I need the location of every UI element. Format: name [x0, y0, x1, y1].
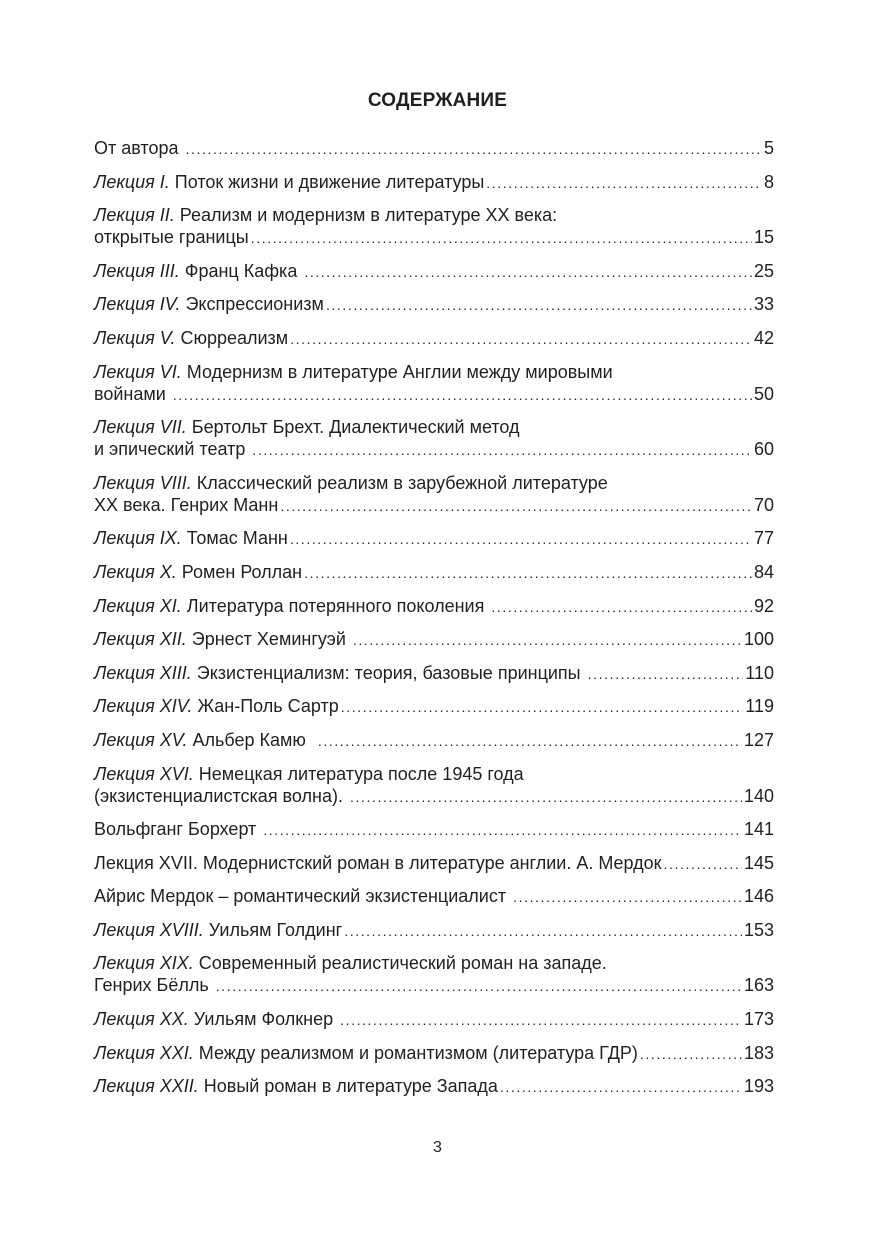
toc-entry-line [94, 785, 774, 808]
lecture-label: Лекция III. [94, 260, 180, 281]
toc-entry-text [94, 729, 316, 751]
toc-entry-line [94, 494, 774, 517]
toc-entry-title: Ромен Роллан [176, 561, 303, 582]
toc-entry-text [94, 595, 489, 617]
dot-leader [340, 1009, 742, 1031]
toc-entry-title: Уильям Фолкнер [188, 1009, 339, 1030]
lecture-label: Лекция IV. [94, 294, 181, 315]
lecture-label: Лекция X. [94, 561, 177, 582]
toc-entry-title: Айрис Мердок – романтический экзистенциалист [94, 886, 512, 907]
toc-entry-title: Экспрессионизм [180, 294, 324, 315]
toc-entry-text [94, 293, 324, 315]
lecture-label: Лекция XXII. [94, 1076, 199, 1097]
toc-entry-title: Уильям Голдинг [203, 919, 343, 940]
dot-leader [263, 819, 742, 841]
toc-entry-line [94, 628, 774, 651]
toc-entry-page: 77 [753, 528, 774, 549]
toc-entry-text [94, 327, 288, 349]
page-title: СОДЕРЖАНИЕ [367, 90, 508, 111]
dot-leader [290, 328, 752, 350]
toc-entry[interactable] [94, 729, 774, 752]
dot-leader [588, 663, 744, 685]
toc-entry[interactable] [94, 885, 774, 908]
toc-entry-line [94, 662, 774, 685]
toc-entry[interactable] [94, 763, 774, 808]
toc-entry-line [94, 919, 774, 942]
dot-leader [513, 886, 742, 908]
toc-entry[interactable] [94, 472, 774, 517]
toc-entry-page: 84 [753, 561, 774, 582]
toc-entry-title: Реализм и модернизм в литературе ХХ века: [174, 205, 558, 226]
toc-entry-title: войнами [94, 383, 171, 404]
toc-entry-text [94, 438, 250, 460]
toc-entry-line [94, 852, 774, 875]
toc-entry-title: ХХ века. Генрих Манн [94, 494, 279, 515]
toc-entry-line [94, 1042, 774, 1065]
toc-entry-text [94, 137, 184, 159]
toc-entry[interactable] [94, 527, 774, 550]
toc-entry-title: открытые границы [94, 227, 249, 248]
toc-entry-page: 163 [743, 975, 774, 996]
toc-entry[interactable] [94, 595, 774, 618]
lecture-label: Лекция XVI. [94, 763, 194, 784]
dot-leader [353, 629, 742, 651]
toc-entry[interactable] [94, 818, 774, 841]
toc-entry[interactable] [94, 293, 774, 316]
toc-entry-page: 140 [743, 785, 774, 806]
toc-entry[interactable] [94, 561, 774, 584]
toc-entry-page: 145 [743, 852, 774, 873]
toc-entry-line [94, 885, 774, 908]
dot-leader [640, 1043, 742, 1065]
lecture-label: Лекция XII. [94, 629, 187, 650]
toc-entry-page: 110 [745, 662, 774, 683]
table-of-contents [94, 137, 774, 1109]
lecture-label: Лекция XIX. [94, 953, 194, 974]
lecture-label: Лекция XV. [94, 729, 188, 750]
toc-entry-page: 8 [763, 171, 774, 192]
toc-entry-line [94, 260, 774, 283]
lecture-label: Лекция XX. [94, 1009, 189, 1030]
toc-entry-line [94, 293, 774, 316]
toc-entry-page: 173 [743, 1009, 774, 1030]
toc-entry-title: Модернизм в литературе Англии между мировыми [181, 361, 613, 382]
toc-entry-text [94, 260, 302, 282]
dot-leader [304, 261, 752, 283]
toc-entry-title-line [94, 952, 774, 974]
toc-entry-page: 42 [753, 327, 774, 348]
toc-entry-line [94, 438, 774, 461]
toc-entry-text [94, 171, 484, 193]
lecture-label: Лекция XXI. [94, 1042, 194, 1063]
toc-entry[interactable] [94, 919, 774, 942]
dot-leader [173, 384, 752, 406]
toc-entry-title: От автора [94, 138, 184, 158]
page-number: 3 [433, 1139, 442, 1156]
toc-entry-line [94, 137, 774, 160]
toc-entry[interactable] [94, 260, 774, 283]
dot-leader [290, 528, 752, 550]
toc-entry[interactable] [94, 1042, 774, 1065]
dot-leader [186, 138, 762, 160]
toc-entry-title: Альбер Камю [187, 729, 316, 750]
toc-entry[interactable] [94, 628, 774, 651]
toc-entry-line [94, 1075, 774, 1098]
toc-entry-text [94, 852, 662, 874]
toc-entry-line [94, 171, 774, 194]
dot-leader [216, 975, 742, 997]
toc-entry[interactable] [94, 1075, 774, 1098]
toc-entry[interactable] [94, 137, 774, 160]
toc-entry[interactable] [94, 416, 774, 461]
toc-entry-title: Франц Кафка [179, 260, 303, 281]
dot-leader [304, 562, 752, 584]
toc-entry-text [94, 527, 288, 549]
toc-entry-text [94, 919, 342, 941]
toc-entry-page: 25 [753, 260, 774, 281]
toc-entry-text [94, 785, 348, 807]
toc-entry-page: 92 [753, 595, 774, 616]
toc-entry[interactable] [94, 361, 774, 406]
lecture-label: Лекция I. [94, 171, 170, 192]
toc-entry-line [94, 561, 774, 584]
lecture-label: Лекция VII. [94, 417, 187, 438]
lecture-label: Лекция XIII. [94, 662, 192, 683]
toc-entry-text [94, 974, 214, 996]
toc-entry-title-line [94, 763, 774, 785]
toc-entry-title: Томас Манн [181, 528, 288, 549]
toc-entry-title-line [94, 204, 774, 226]
toc-entry-title: Бертольт Брехт. Диалектический метод [186, 417, 520, 438]
toc-entry-line [94, 695, 774, 718]
toc-entry-text [94, 695, 339, 717]
lecture-label: Лекция XI. [94, 595, 182, 616]
toc-entry-page: 100 [743, 629, 774, 650]
toc-entry[interactable] [94, 171, 774, 194]
toc-entry-text [94, 1042, 638, 1064]
dot-leader [280, 495, 752, 517]
lecture-label: Лекция VIII. [94, 472, 192, 493]
toc-entry[interactable] [94, 662, 774, 685]
toc-entry-title-line [94, 361, 774, 383]
toc-entry-page: 127 [743, 729, 774, 750]
lecture-label: Лекция V. [94, 327, 176, 348]
toc-entry-line [94, 527, 774, 550]
toc-entry-title: Литература потерянного поколения [181, 595, 490, 616]
toc-entry-title: и эпический театр [94, 439, 251, 460]
toc-entry[interactable] [94, 695, 774, 718]
dot-leader [318, 730, 742, 752]
lecture-label: Лекция II. [94, 205, 175, 226]
toc-entry-text [94, 1075, 498, 1097]
dot-leader [251, 227, 752, 249]
toc-entry-line [94, 974, 774, 997]
toc-entry-page: 60 [753, 439, 774, 460]
toc-entry[interactable] [94, 952, 774, 997]
toc-entry-title: Между реализмом и романтизмом (литература ГДР) [193, 1042, 638, 1063]
lecture-label: Лекция XIV. [94, 696, 193, 717]
lecture-label: Лекция VI. [94, 361, 182, 382]
dot-leader [341, 696, 744, 718]
toc-entry-page: 70 [753, 494, 774, 515]
toc-entry-title: Новый роман в литературе Запада [198, 1076, 498, 1097]
toc-entry-title-line [94, 416, 774, 438]
toc-entry-title: Экзистенциализм: теория, базовые принципы [191, 662, 586, 683]
toc-entry-title: Вольфганг Борхерт [94, 819, 262, 840]
dot-leader [491, 596, 752, 618]
toc-entry-title: Немецкая литература после 1945 года [193, 763, 524, 784]
dot-leader [326, 294, 752, 316]
toc-entry-text [94, 226, 249, 248]
toc-entry-title: Эрнест Хемингуэй [186, 629, 351, 650]
toc-entry-text [94, 1008, 338, 1030]
toc-entry[interactable] [94, 1008, 774, 1031]
toc-entry-text [94, 662, 586, 684]
toc-entry-page: 5 [763, 138, 774, 158]
toc-entry-page: 183 [743, 1042, 774, 1063]
toc-entry-page: 33 [753, 294, 774, 315]
toc-entry-title: Классический реализм в зарубежной литературе [191, 472, 608, 493]
toc-entry-line [94, 383, 774, 406]
toc-entry-page: 50 [753, 383, 774, 404]
toc-entry-text [94, 885, 511, 907]
toc-entry-title: Современный реалистический роман на западе. [193, 953, 607, 974]
lecture-label: Лекция IX. [94, 528, 182, 549]
toc-entry[interactable] [94, 852, 774, 875]
toc-entry-text [94, 383, 171, 405]
toc-entry-page: 193 [743, 1076, 774, 1097]
dot-leader [486, 172, 762, 194]
lecture-label: Лекция XVIII. [94, 919, 204, 940]
toc-entry-title: Поток жизни и движение литературы [169, 171, 485, 192]
toc-entry-page: 146 [743, 886, 774, 907]
dot-leader [252, 439, 752, 461]
toc-entry-text [94, 561, 302, 583]
toc-entry-title: Лекция XVII. Модернистский роман в литературе англии. А. Мердок [94, 852, 662, 873]
toc-entry-title: Генрих Бёлль [94, 975, 214, 996]
toc-entry-line [94, 1008, 774, 1031]
toc-entry-title-line [94, 472, 774, 494]
toc-entry-text [94, 818, 261, 840]
toc-entry-title: Жан-Поль Сартр [192, 696, 339, 717]
toc-entry-text [94, 494, 278, 516]
toc-entry-text [94, 628, 351, 650]
toc-entry-page: 15 [753, 227, 774, 248]
toc-entry-line [94, 327, 774, 350]
dot-leader [500, 1076, 742, 1098]
dot-leader [664, 853, 742, 875]
dot-leader [350, 786, 742, 808]
toc-entry[interactable] [94, 204, 774, 249]
toc-entry-page: 119 [745, 696, 774, 717]
toc-entry-line [94, 226, 774, 249]
toc-entry[interactable] [94, 327, 774, 350]
toc-entry-line [94, 818, 774, 841]
toc-entry-title: Сюрреализм [175, 327, 289, 348]
toc-entry-line [94, 729, 774, 752]
toc-entry-line [94, 595, 774, 618]
toc-entry-title: (экзистенциалистская волна). [94, 785, 348, 806]
toc-entry-page: 153 [743, 919, 774, 940]
dot-leader [344, 920, 742, 942]
toc-entry-page: 141 [743, 819, 774, 840]
